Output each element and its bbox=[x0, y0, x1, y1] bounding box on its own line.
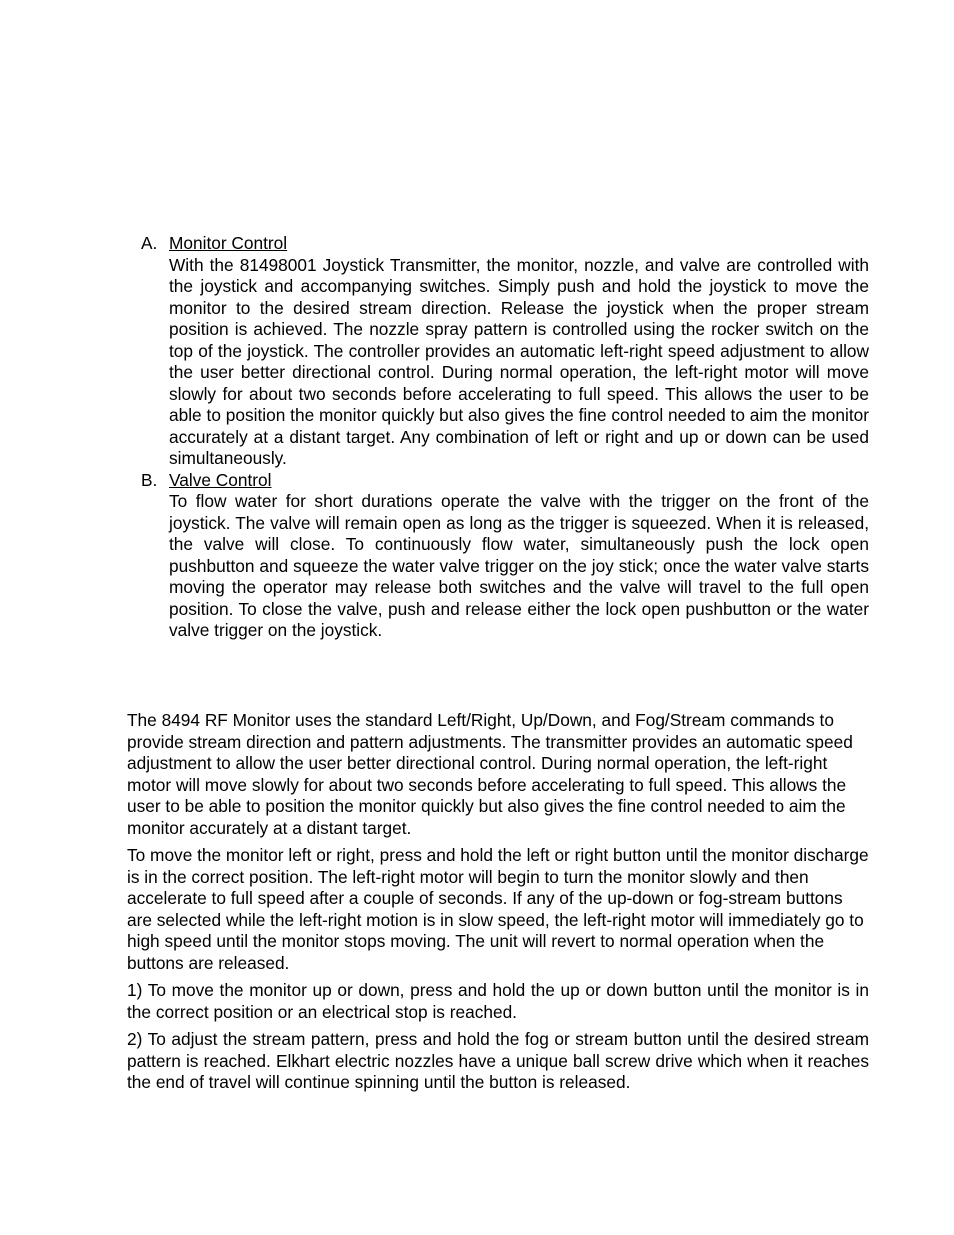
list-item-heading: Monitor Control bbox=[169, 233, 288, 253]
list-item-body bbox=[169, 470, 869, 642]
list-item-valve-control bbox=[141, 470, 869, 642]
list-item-letter: A. bbox=[141, 233, 158, 253]
list-item-heading: Valve Control bbox=[169, 469, 272, 490]
list-item-text: To flow water for short durations operate the valve with the trigger on the front of the joystick. The valve will remain open as long as the trigger is squeezed. When it is released, the valve will close. To continuously flow water, simultaneously push the lock open pushbutton and squeeze the water valve trigger on the joy stick; once the water valve starts moving the operator may release both switches and the valve will travel to the full open position. To close the valve, push and release either the lock open pushbutton or the water valve trigger on the joystick. bbox=[169, 491, 869, 640]
list-item-body bbox=[169, 233, 869, 470]
list-item-letter: B. bbox=[141, 469, 158, 490]
lettered-list bbox=[141, 233, 869, 642]
paragraph-up-down: 1) To move the monitor up or down, press and hold the up or down button until the monitor is in the correct position or an electrical stop is reached. bbox=[127, 980, 869, 1022]
paragraph-stream-pattern: 2) To adjust the stream pattern, press and hold the fog or stream button until the desired stream pattern is reached. Elkhart electric nozzles have a unique ball screw drive which when it reaches the end of travel will continue spinning until the button is released. bbox=[127, 1029, 869, 1092]
list-item-text: With the 81498001 Joystick Transmitter, the monitor, nozzle, and valve are controlled with the joystick and accompanying switches. Simply push and hold the joystick to move the monitor to the desired stream direction. Release the joystick when the proper stream position is achieved. The nozzle spray pattern is controlled using the rocker switch on the top of the joystick. The controller provides an automatic left-right speed adjustment to allow the user better directional control. During normal operation, the left-right motor will move slowly for about two seconds before accelerating to full speed. This allows the user to be able to position the monitor quickly but also gives the fine control needed to aim the monitor accurately at a distant target. Any combination of left or right and up or down can be used simultaneously. bbox=[169, 254, 869, 468]
paragraph-left-right: To move the monitor left or right, press and hold the left or right button until the monitor discharge is in the correct position. The left-right motor will begin to turn the monitor slowly and then accelerate to full speed after a couple of seconds. If any of the up-down or fog-stream buttons are selected while the left-right motion is in slow speed, the left-right motor will immediately go to high speed until the monitor stops moving. The unit will revert to normal operation when the buttons are released. bbox=[127, 845, 869, 973]
rf-monitor-section bbox=[127, 710, 869, 1100]
paragraph-rf-monitor-intro: The 8494 RF Monitor uses the standard Left/Right, Up/Down, and Fog/Stream commands to provide stream direction and pattern adjustments. The transmitter provides an automatic speed adjustment to allow the user better directional control. During normal operation, the left-right motor will move slowly for about two seconds before accelerating to full speed. This allows the user to be able to position the monitor quickly but also gives the fine control needed to aim the monitor accurately at a distant target. bbox=[127, 710, 853, 838]
list-item-monitor-control bbox=[141, 233, 869, 470]
